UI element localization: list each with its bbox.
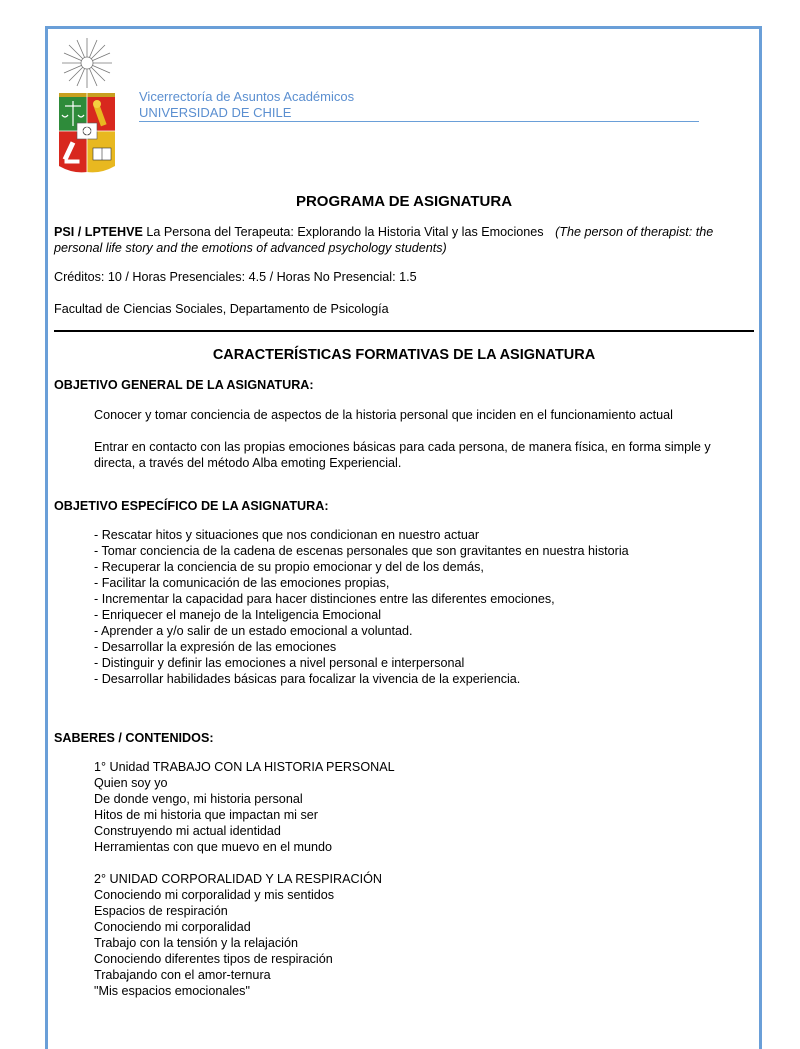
list-item: Conociendo mi corporalidad y mis sentidos — [94, 888, 335, 902]
list-item: - Incrementar la capacidad para hacer distinciones entre las diferentes emociones, — [94, 592, 555, 606]
course-name-english: (The person of therapist: the personal life story and the emotions of advanced psychology students) — [54, 225, 714, 255]
list-item: - Desarrollar habilidades básicas para focalizar la vivencia de la experiencia. — [94, 672, 521, 686]
list-item: Conociendo diferentes tipos de respiración — [94, 952, 333, 966]
general-objective-p2: Entrar en contacto con las propias emociones básicas para cada persona, de manera física, en forma simple y directa, a través del método Alba emoting Experiencial. — [94, 440, 711, 470]
section-title: CARACTERÍSTICAS FORMATIVAS DE LA ASIGNATURA — [212, 347, 596, 363]
document-title: PROGRAMA DE ASIGNATURA — [295, 193, 513, 210]
course-name: La Persona del Terapeuta: Explorando la Historia Vital y las Emociones — [146, 225, 544, 239]
vicerrectoria-label: Vicerrectoría de Asuntos Académicos — [139, 89, 355, 104]
course-code: PSI / LPTEHVE — [54, 225, 143, 239]
specific-objective-list — [94, 527, 734, 687]
book-icon — [93, 148, 111, 160]
header-rule — [139, 121, 699, 122]
list-item: Trabajo con la tensión y la relajación — [94, 936, 298, 950]
list-item: Espacios de respiración — [94, 904, 228, 918]
list-item: De donde vengo, mi historia personal — [94, 792, 303, 806]
general-objective-heading: OBJETIVO GENERAL DE LA ASIGNATURA: — [54, 378, 314, 392]
university-crest-logo — [57, 38, 117, 176]
course-description — [54, 224, 754, 256]
list-item: - Facilitar la comunicación de las emociones propias, — [94, 576, 390, 590]
list-item: - Enriquecer el manejo de la Inteligencia Emocional — [94, 608, 382, 622]
general-objective-p1: Conocer y tomar conciencia de aspectos de la historia personal que inciden en el funcionamiento actual — [94, 408, 673, 422]
contents-heading: SABERES / CONTENIDOS: — [54, 731, 214, 745]
list-item: Herramientas con que muevo en el mundo — [94, 840, 333, 854]
list-item: Conociendo mi corporalidad — [94, 920, 251, 934]
unit-1-title: 1° Unidad TRABAJO CON LA HISTORIA PERSONAL — [94, 760, 395, 774]
list-item: - Desarrollar la expresión de las emociones — [94, 640, 337, 654]
credits-line: Créditos: 10 / Horas Presenciales: 4.5 / Horas No Presencial: 1.5 — [54, 270, 417, 284]
list-item: - Distinguir y definir las emociones a nivel personal e interpersonal — [94, 656, 465, 670]
list-item: Trabajando con el amor-ternura — [94, 968, 271, 982]
unit-1 — [94, 759, 734, 999]
section-divider — [54, 330, 754, 332]
list-item: "Mis espacios emocionales" — [94, 984, 250, 998]
list-item: Hitos de mi historia que impactan mi ser — [94, 808, 318, 822]
list-item: Construyendo mi actual identidad — [94, 824, 281, 838]
institution-header — [139, 89, 699, 121]
university-name: UNIVERSIDAD DE CHILE — [139, 105, 292, 120]
faculty-line: Facultad de Ciencias Sociales, Departamento de Psicología — [54, 302, 389, 316]
specific-objective-heading: OBJETIVO ESPECÍFICO DE LA ASIGNATURA: — [54, 499, 329, 513]
list-item: Quien soy yo — [94, 776, 168, 790]
list-item: - Tomar conciencia de la cadena de escenas personales que son gravitantes en nuestra historia — [94, 544, 629, 558]
list-item: - Recuperar la conciencia de su propio emocionar y del de los demás, — [94, 560, 484, 574]
list-item: - Rescatar hitos y situaciones que nos condicionan en nuestro actuar — [94, 528, 480, 542]
unit-2-title: 2° UNIDAD CORPORALIDAD Y LA RESPIRACIÓN — [94, 872, 383, 886]
general-objective-text — [94, 407, 734, 471]
list-item: - Aprender a y/o salir de un estado emocional a voluntad. — [94, 624, 413, 638]
